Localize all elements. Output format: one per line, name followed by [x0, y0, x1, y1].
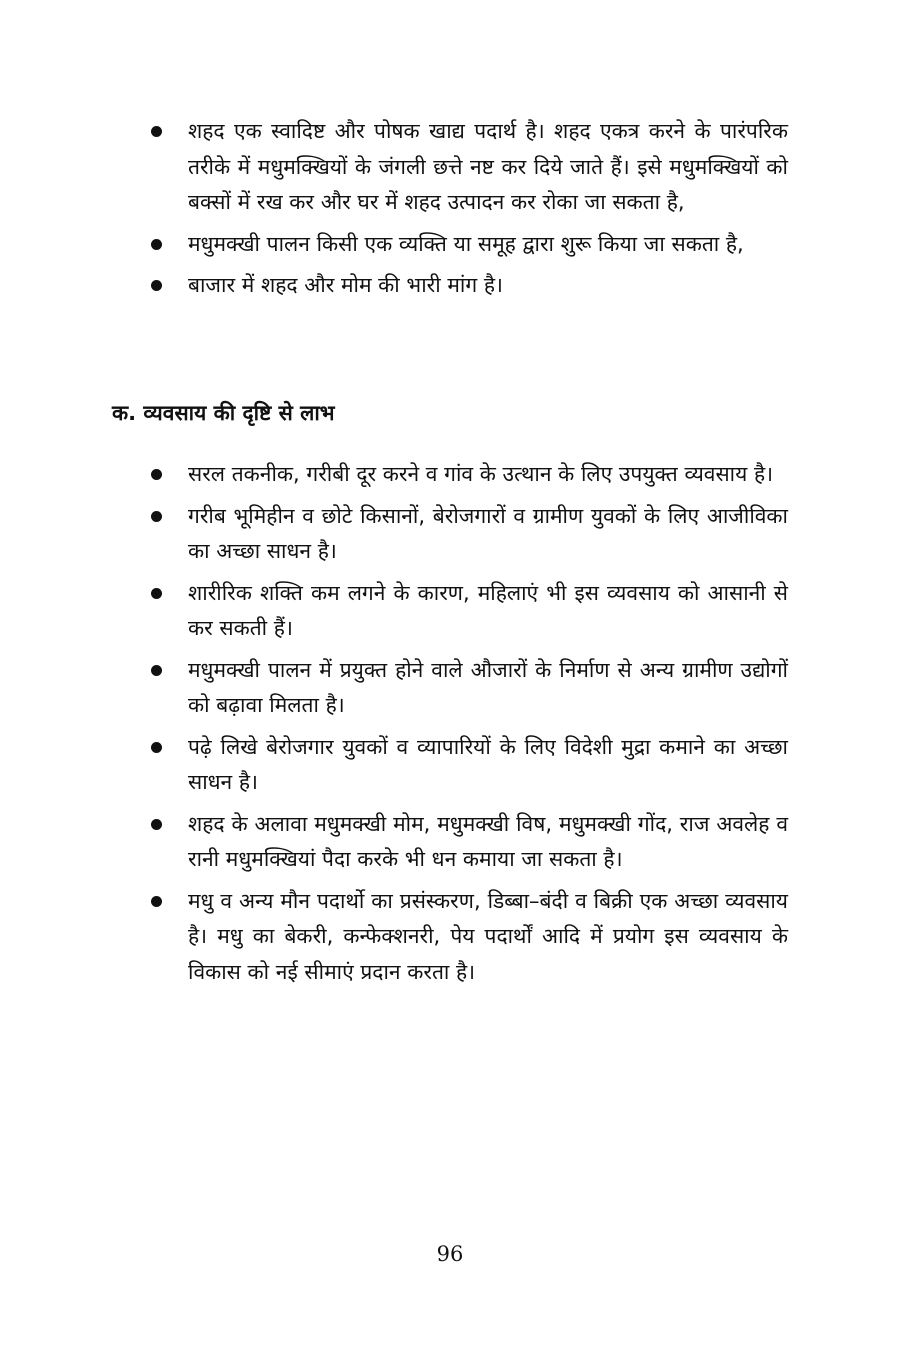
bullet-icon [151, 665, 162, 676]
list-item [0, 499, 900, 570]
bullet-icon [151, 126, 162, 137]
list-item [0, 730, 900, 801]
list-item [0, 114, 900, 221]
list-item-text: मधु व अन्य मौन पदार्थो का प्रसंस्करण, डिब्बा–बंदी व बिक्री एक अच्छा व्यवसाय है। मधु का बेकरी, कन्फेक्शनरी, पेय पदार्थों आदि में प्रयोग इस व्यवसाय के विकास को नई सीमाएं प्रदान करता है। [188, 888, 788, 984]
list-item-text: शहद के अलावा मधुमक्खी मोम, मधुमक्खी विष, मधुमक्खी गोंद, राज अवलेह व रानी मधुमक्खियां पैदा करके भी धन कमाया जा सकता है। [188, 811, 788, 871]
bullet-icon [151, 896, 162, 907]
list-item-text: शारीरिक शक्ति कम लगने के कारण, महिलाएं भी इस व्यवसाय को आसानी से कर सकती हैं। [188, 580, 788, 640]
list-item [0, 268, 900, 304]
bullet-icon [151, 511, 162, 522]
bullet-icon [151, 469, 162, 480]
list-item-text: बाजार में शहद और मोम की भारी मांग है। [188, 273, 503, 297]
list-item [0, 807, 900, 878]
top-bullet-list [0, 114, 900, 310]
list-item-text: मधुमक्खी पालन किसी एक व्यक्ति या समूह द्वारा शुरू किया जा सकता है, [188, 231, 744, 256]
bullet-icon [151, 588, 162, 599]
bullet-icon [151, 239, 162, 250]
list-item [0, 653, 900, 724]
bullet-icon [151, 742, 162, 753]
list-item-text: सरल तकनीक, गरीबी दूर करने व गांव के उत्थान के लिए उपयुक्त व्यवसाय है। [188, 462, 774, 486]
list-item-text: मधुमक्खी पालन में प्रयुक्त होने वाले औजारों के निर्माण से अन्य ग्रामीण उद्योगों को बढ़ावा मिलता है। [188, 657, 788, 717]
section-heading: क. व्यवसाय की दृष्टि से लाभ [112, 401, 335, 425]
list-item [0, 576, 900, 647]
list-item [0, 227, 900, 263]
list-item-text: गरीब भूमिहीन व छोटे किसानों, बेरोजगारों व ग्रामीण युवकों के लिए आजीविका का अच्छा साधन है। [188, 503, 788, 563]
list-item [0, 884, 900, 991]
bullet-icon [151, 280, 162, 291]
benefits-bullet-list [0, 457, 900, 996]
bullet-icon [151, 819, 162, 830]
list-item-text: शहद एक स्वादिष्ट और पोषक खाद्य पदार्थ है। शहद एकत्र करने के पारंपरिक तरीके में मधुमक्खियों के जंगली छत्ते नष्ट कर दिये जाते हैं। इसे मधुमक्खियों को बक्सों में रख कर और घर में शहद उत्पादन कर रोका जा सकता है, [188, 119, 788, 214]
list-item [0, 457, 900, 493]
list-item-text: पढ़े लिखे बेरोजगार युवकों व व्यापारियों के लिए विदेशी मुद्रा कमाने का अच्छा साधन है। [188, 734, 788, 794]
page-number: 96 [436, 1242, 464, 1266]
